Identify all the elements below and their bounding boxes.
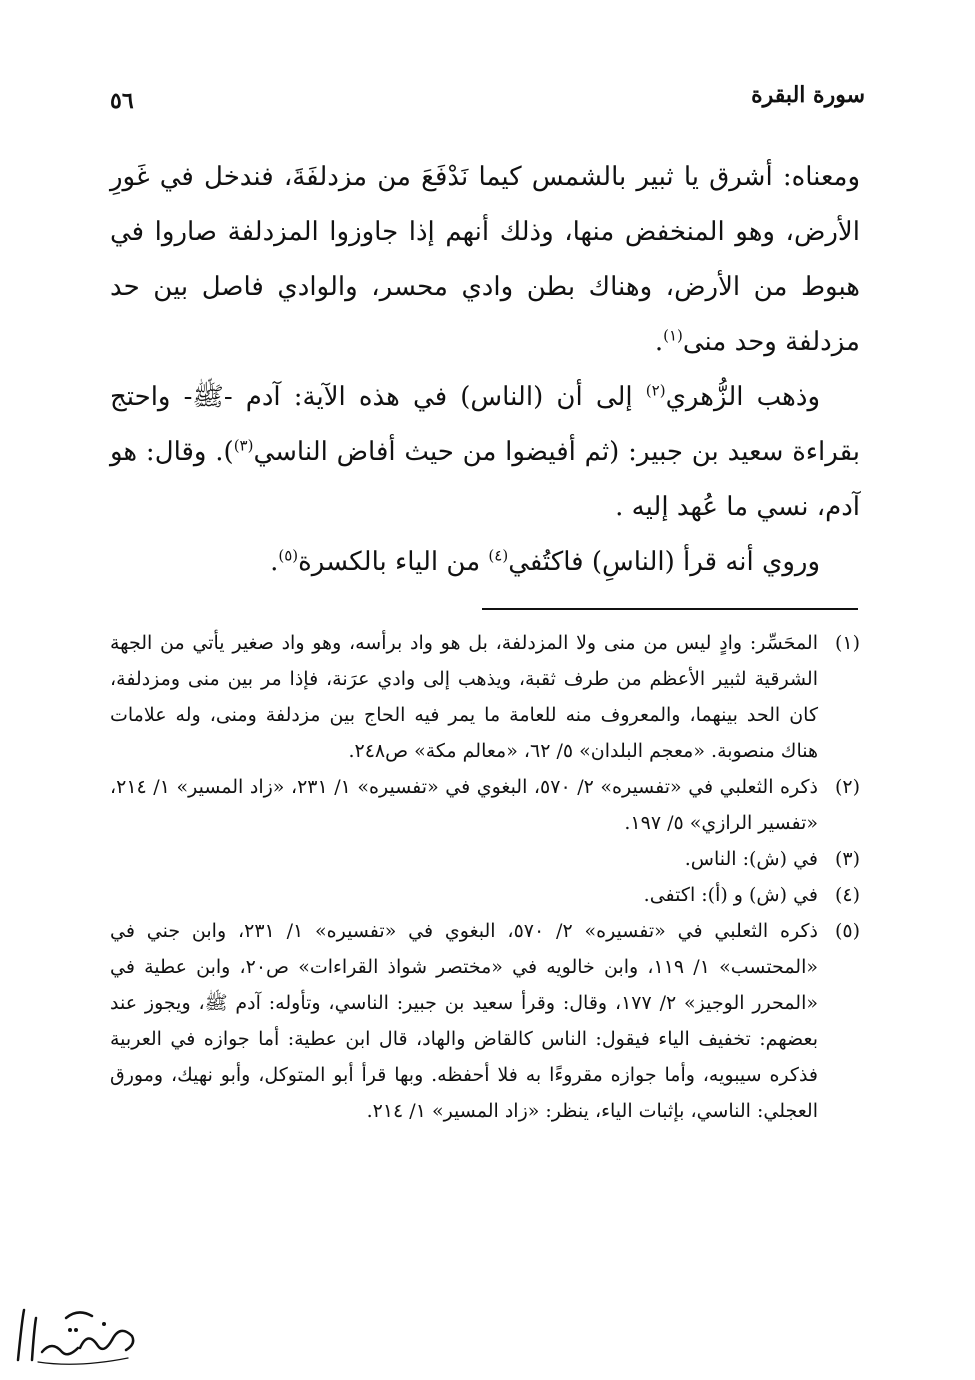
- period: .: [654, 327, 664, 357]
- page-header: [110, 82, 865, 122]
- footnote-4: [110, 877, 860, 913]
- footnote-2: [110, 769, 860, 841]
- footnote-ref: (٥): [278, 546, 299, 565]
- footnote-1: [110, 625, 860, 769]
- paragraph-text: إلى أن (الناس) في هذه الآية: آدم -ﷺ- واحتج بقراءة سعيد بن جبير: (ثم أفيضوا من حيث أفاض الناسي: [110, 382, 860, 467]
- period: .: [270, 547, 279, 577]
- paragraph-text: وذهب الزُّهري: [665, 382, 820, 412]
- footnote-text: ذكره الثعلبي في «تفسيره» ٢/ ٥٧٠، البغوي في «تفسيره» ١/ ٢٣١، وابن جني في «المحتسب» ١/ ١١٩، وابن خالويه في «مختصر شواذ القراءات» ص٢٠، وابن عطية في «المحرر الوجيز» ٢/ ١٧٧، وقال: وقرأ سعيد بن جبير: الناسي، وتأوله: آدم ﷺ، ويجوز عند بعضهم: تخفيف الياء فيقول: الناس كالقاض والهاد، قال ابن عطية: أما جوازه في العربية فذكره سيبويه، وأما جوازه مقروءًا به فلا أحفظه. وبها قرأ أبو المتوكل، وأبو نهيك، ومورق العجلي: الناسي، بإثبات الياء، ينظر: «زاد المسير» ١/ ٢١٤.: [110, 920, 818, 1122]
- footnote-text: في (ش) و (أ): اكتفى.: [643, 884, 818, 906]
- footnote-5: [110, 913, 860, 1129]
- surah-title: سورة البقرة: [751, 82, 865, 108]
- footnote-number: (٢): [834, 776, 860, 798]
- paragraph-text: وروي أنه قرأ (الناسِ) فاكتُفي: [508, 547, 820, 577]
- footnote-number: (٣): [834, 848, 860, 870]
- paragraph-1: [110, 150, 860, 370]
- footnote-text: في (ش): الناس.: [684, 848, 818, 870]
- footnote-ref: (٢): [645, 381, 666, 400]
- paragraph-text: من الياء بالكسرة: [298, 547, 481, 577]
- publisher-logo: [8, 1290, 143, 1370]
- footnote-text: ذكره الثعلبي في «تفسيره» ٢/ ٥٧٠، البغوي في «تفسيره» ١/ ٢٣١، «زاد المسير» ١/ ٢١٤، «تفسير الرازي» ٥/ ١٩٧.: [110, 776, 818, 834]
- footnotes: [110, 625, 860, 1129]
- footnote-text: المحَسِّر: وادٍ ليس من منى ولا المزدلفة، بل هو واد برأسه، وهو واد صغير يأتي من الجهة الشرقية لثبير الأعظم من طرف ثقبة، ويذهب إلى وادي عرَنة، فإذا مر بين منى ومزدلفة، كان الحد بينهما، والمعروف منه للعامة ما يمر فيه الحاج بين مزدلفة ومنى، وله علامات هناك منصوبة. «معجم البلدان» ٥/ ٦٢، «معالم مكة» ص٢٤٨.: [110, 632, 818, 762]
- footnote-ref: (١): [663, 326, 683, 345]
- page-number: ٥٦: [110, 88, 134, 114]
- footnote-separator: [482, 608, 858, 610]
- paragraph-2: [110, 370, 860, 535]
- footnote-number: (٥): [834, 920, 860, 942]
- footnote-number: (٤): [834, 884, 860, 906]
- paragraph-3: [110, 535, 860, 590]
- footnote-3: [110, 841, 860, 877]
- main-text: [110, 150, 860, 590]
- footnote-number: (١): [834, 632, 860, 654]
- paragraph-text: ومعناه: أشرق يا ثبير بالشمس كيما نَدْفَعَ من مزدلفَةَ، فندخل في غَورِ الأرض، وهو المنخفض منها، وذلك أنهم إذا جاوزوا المزدلفة صاروا في هبوط من الأرض، وهناك بطن وادي محسر، والوادي فاصل بين حد مزدلفة وحد منى: [110, 162, 860, 357]
- footnote-ref: (٤): [488, 546, 509, 565]
- footnote-ref: (٣): [233, 436, 254, 455]
- paragraph-text: ). وقال: هو آدم، نسي ما عُهد إليه .: [110, 437, 860, 522]
